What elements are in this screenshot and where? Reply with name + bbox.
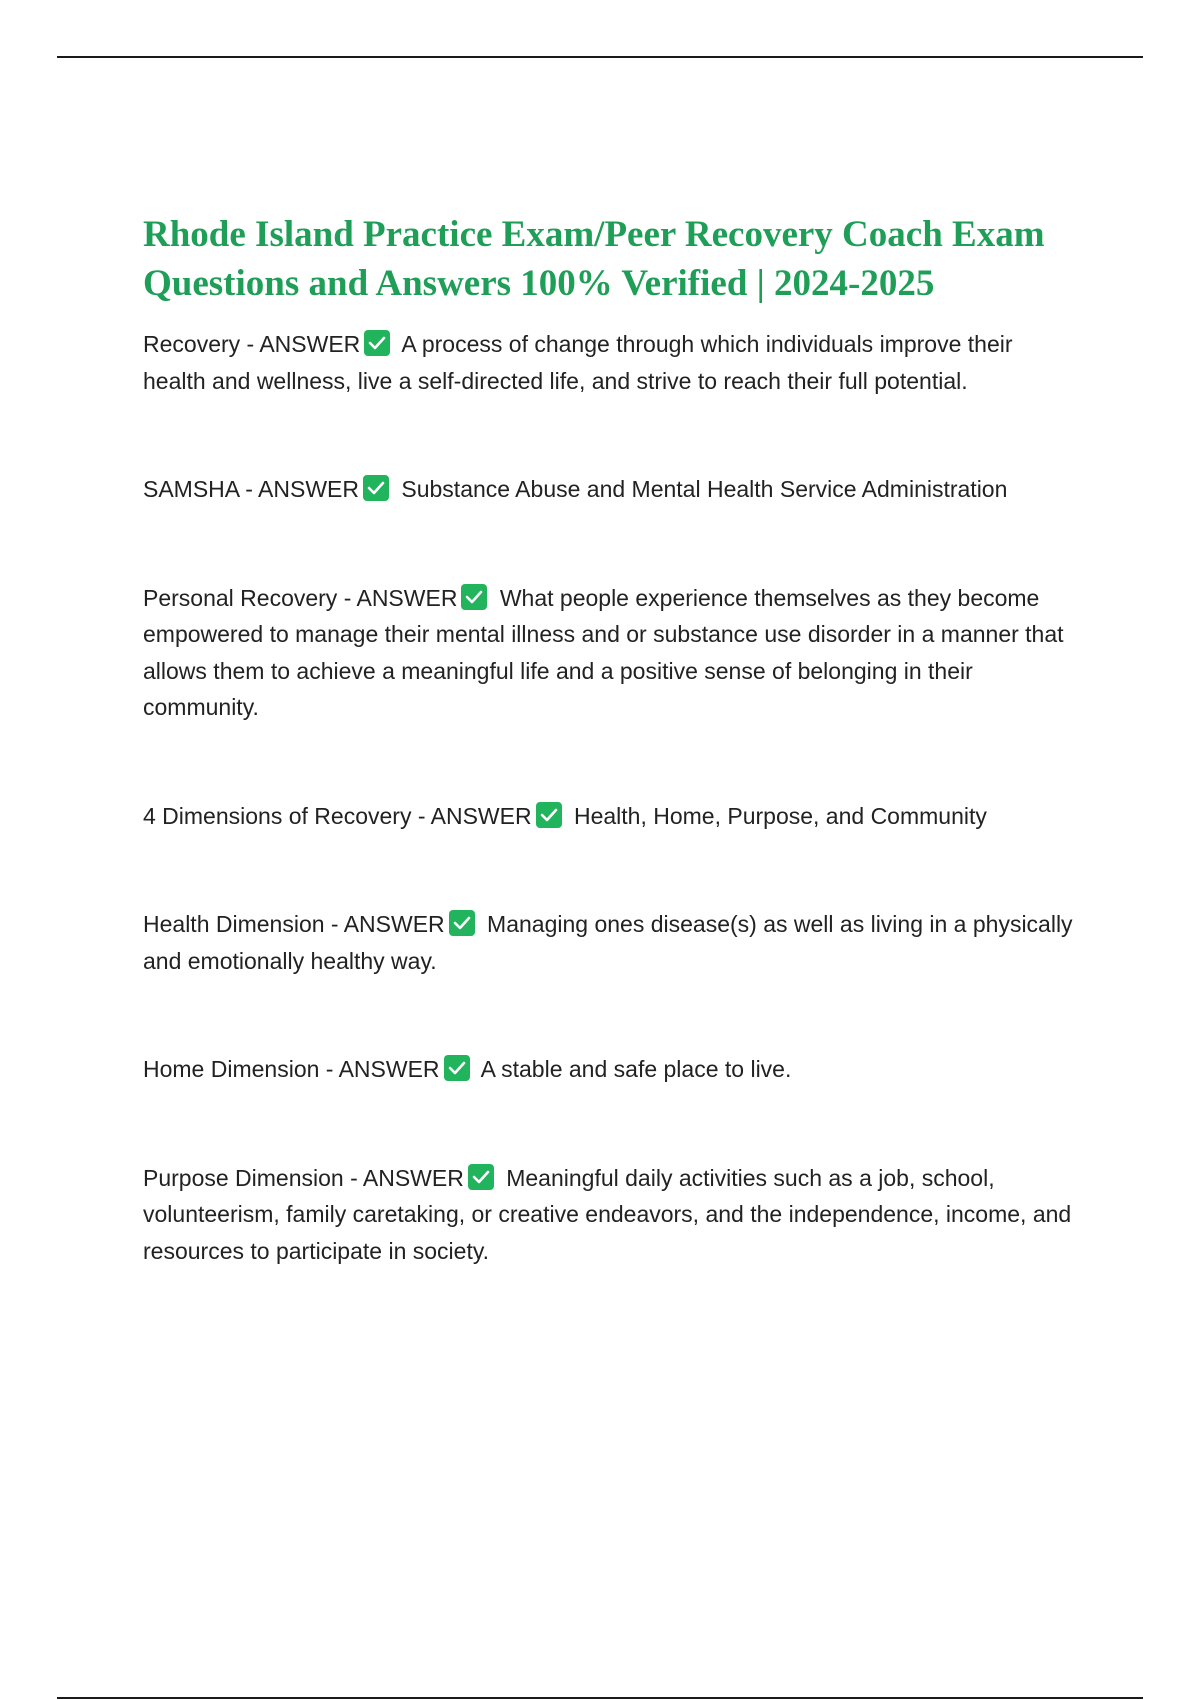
check-icon bbox=[468, 1164, 494, 1190]
entry-term: Health Dimension - ANSWER bbox=[143, 911, 445, 937]
check-icon bbox=[364, 330, 390, 356]
check-icon bbox=[363, 475, 389, 501]
check-icon bbox=[449, 910, 475, 936]
qa-entry-personal-recovery bbox=[143, 580, 1073, 726]
entry-term: SAMSHA - ANSWER bbox=[143, 476, 359, 502]
entry-definition: A process of change through which individuals improve their health and wellness, live a self-directed life, and strive to reach their full potential. bbox=[143, 331, 1013, 394]
entry-term: Recovery - ANSWER bbox=[143, 331, 361, 357]
qa-entry-purpose-dimension bbox=[143, 1160, 1073, 1270]
entry-definition: What people experience themselves as they become empowered to manage their mental illness and or substance use disorder in a manner that allows them to achieve a meaningful life and a positive sense of belonging in their community. bbox=[143, 584, 1064, 720]
entry-definition: Substance Abuse and Mental Health Service Administration bbox=[401, 476, 1008, 502]
bottom-divider bbox=[57, 1697, 1143, 1699]
entry-term: 4 Dimensions of Recovery - ANSWER bbox=[143, 802, 532, 829]
entry-definition: Health, Home, Purpose, and Community bbox=[573, 802, 987, 829]
entry-term: Personal Recovery - ANSWER bbox=[143, 584, 458, 611]
qa-entry-4-dimensions bbox=[143, 798, 1073, 835]
qa-entry-recovery bbox=[143, 326, 1073, 399]
entry-definition: A stable and safe place to live. bbox=[480, 1056, 792, 1082]
entry-definition: Meaningful daily activities such as a job, school, volunteerism, family caretaking, or creative endeavors, and the independence, income, and resources to participate in society. bbox=[143, 1164, 1072, 1264]
qa-entry-health-dimension bbox=[143, 906, 1073, 979]
entry-definition: Managing ones disease(s) as well as living in a physically and emotionally healthy way. bbox=[143, 911, 1073, 974]
top-divider bbox=[57, 56, 1143, 58]
qa-list bbox=[143, 326, 1073, 1269]
check-icon bbox=[536, 802, 562, 828]
qa-entry-samsha bbox=[143, 471, 1073, 508]
document-title: Rhode Island Practice Exam/Peer Recovery Coach Exam Questions and Answers 100% Verified | 2024-2025 bbox=[143, 214, 1045, 304]
check-icon bbox=[444, 1055, 470, 1081]
entry-term: Purpose Dimension - ANSWER bbox=[143, 1164, 464, 1191]
qa-entry-home-dimension bbox=[143, 1051, 1073, 1088]
document-page bbox=[143, 210, 1073, 1269]
entry-term: Home Dimension - ANSWER bbox=[143, 1056, 440, 1082]
check-icon bbox=[461, 584, 487, 610]
